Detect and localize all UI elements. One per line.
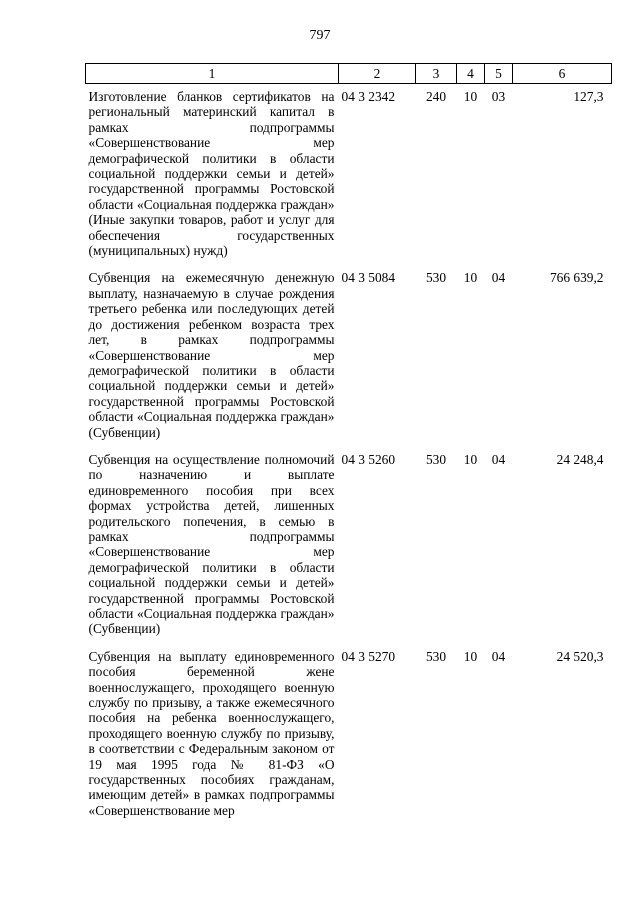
row-name: Субвенция на выплату единовременного пособия беременной жене военнослужащего, проходящего военную службу по призыву, а также ежемесячного пособия на ребенка военнослужащего, проходящего военную службу по призыву, в соответствии с Федеральным законом от 19 мая 1995 года № 81-ФЗ «О государственных пособиях гражданам, имеющим детей» в рамках подпрограммы «Совершенствование мер xyxy=(88,648,335,818)
row-code: 04 3 2342 xyxy=(341,89,396,104)
row-code: 04 3 5084 xyxy=(341,270,396,286)
row-amount: 766 639,2 xyxy=(549,270,604,286)
row-rz: 10 xyxy=(463,89,478,104)
column-header: 3 xyxy=(416,64,457,84)
row-code: 04 3 5270 xyxy=(341,648,396,664)
page-number: 797 xyxy=(309,28,331,43)
row-amount: 24 248,4 xyxy=(556,451,604,467)
row-vr: 530 xyxy=(425,451,447,467)
row-name: Изготовление бланков сертификатов на региональный материнский капитал в рамках подпрограммы «Совершенствование мер демографической политики в области социальной поддержки семьи и детей» государственной программы Ростовской области «Социальная поддержка граждан» (Иные закупки товаров, работ и услуг для обеспечения государственных (муниципальных) нужд) xyxy=(88,89,335,259)
row-vr: 530 xyxy=(425,648,447,664)
column-header: 6 xyxy=(513,64,612,84)
row-vr: 530 xyxy=(425,270,447,286)
row-rz: 10 xyxy=(463,648,478,664)
table-header-row xyxy=(86,64,612,84)
budget-table xyxy=(85,63,612,825)
column-header: 2 xyxy=(339,64,416,84)
row-name: Субвенция на осуществление полномочий по назначению и выплате единовременного пособия при всех формах устройства детей, лишенных родительского попечения, в семью в рамках подпрограммы «Совершенствование мер демографической политики в области социальной поддержки семьи и детей» государственной программы Ростовской области «Социальная поддержка граждан» (Субвенции) xyxy=(88,451,335,637)
row-rz: 10 xyxy=(463,270,478,286)
row-pr: 03 xyxy=(491,89,506,104)
table-row xyxy=(86,265,612,446)
row-amount: 24 520,3 xyxy=(556,648,604,664)
table-row xyxy=(86,644,612,825)
row-name: Субвенция на ежемесячную денежную выплату, назначаемую в случае рождения третьего ребенка или последующих детей до достижения ребенком возраста трех лет, в рамках подпрограммы «Совершенствование мер демографической политики в области социальной поддержки семьи и детей» государственной программы Ростовской области «Социальная поддержка граждан» (Субвенции) xyxy=(88,270,335,440)
column-header: 1 xyxy=(86,64,339,84)
table-row xyxy=(86,84,612,266)
row-code: 04 3 5260 xyxy=(341,451,396,467)
row-pr: 04 xyxy=(491,451,506,467)
column-header: 4 xyxy=(457,64,485,84)
row-pr: 04 xyxy=(491,270,506,286)
row-amount: 127,3 xyxy=(573,89,604,104)
row-pr: 04 xyxy=(491,648,506,664)
row-vr: 240 xyxy=(425,89,447,104)
row-rz: 10 xyxy=(463,451,478,467)
column-header: 5 xyxy=(485,64,513,84)
table-row xyxy=(86,447,612,644)
